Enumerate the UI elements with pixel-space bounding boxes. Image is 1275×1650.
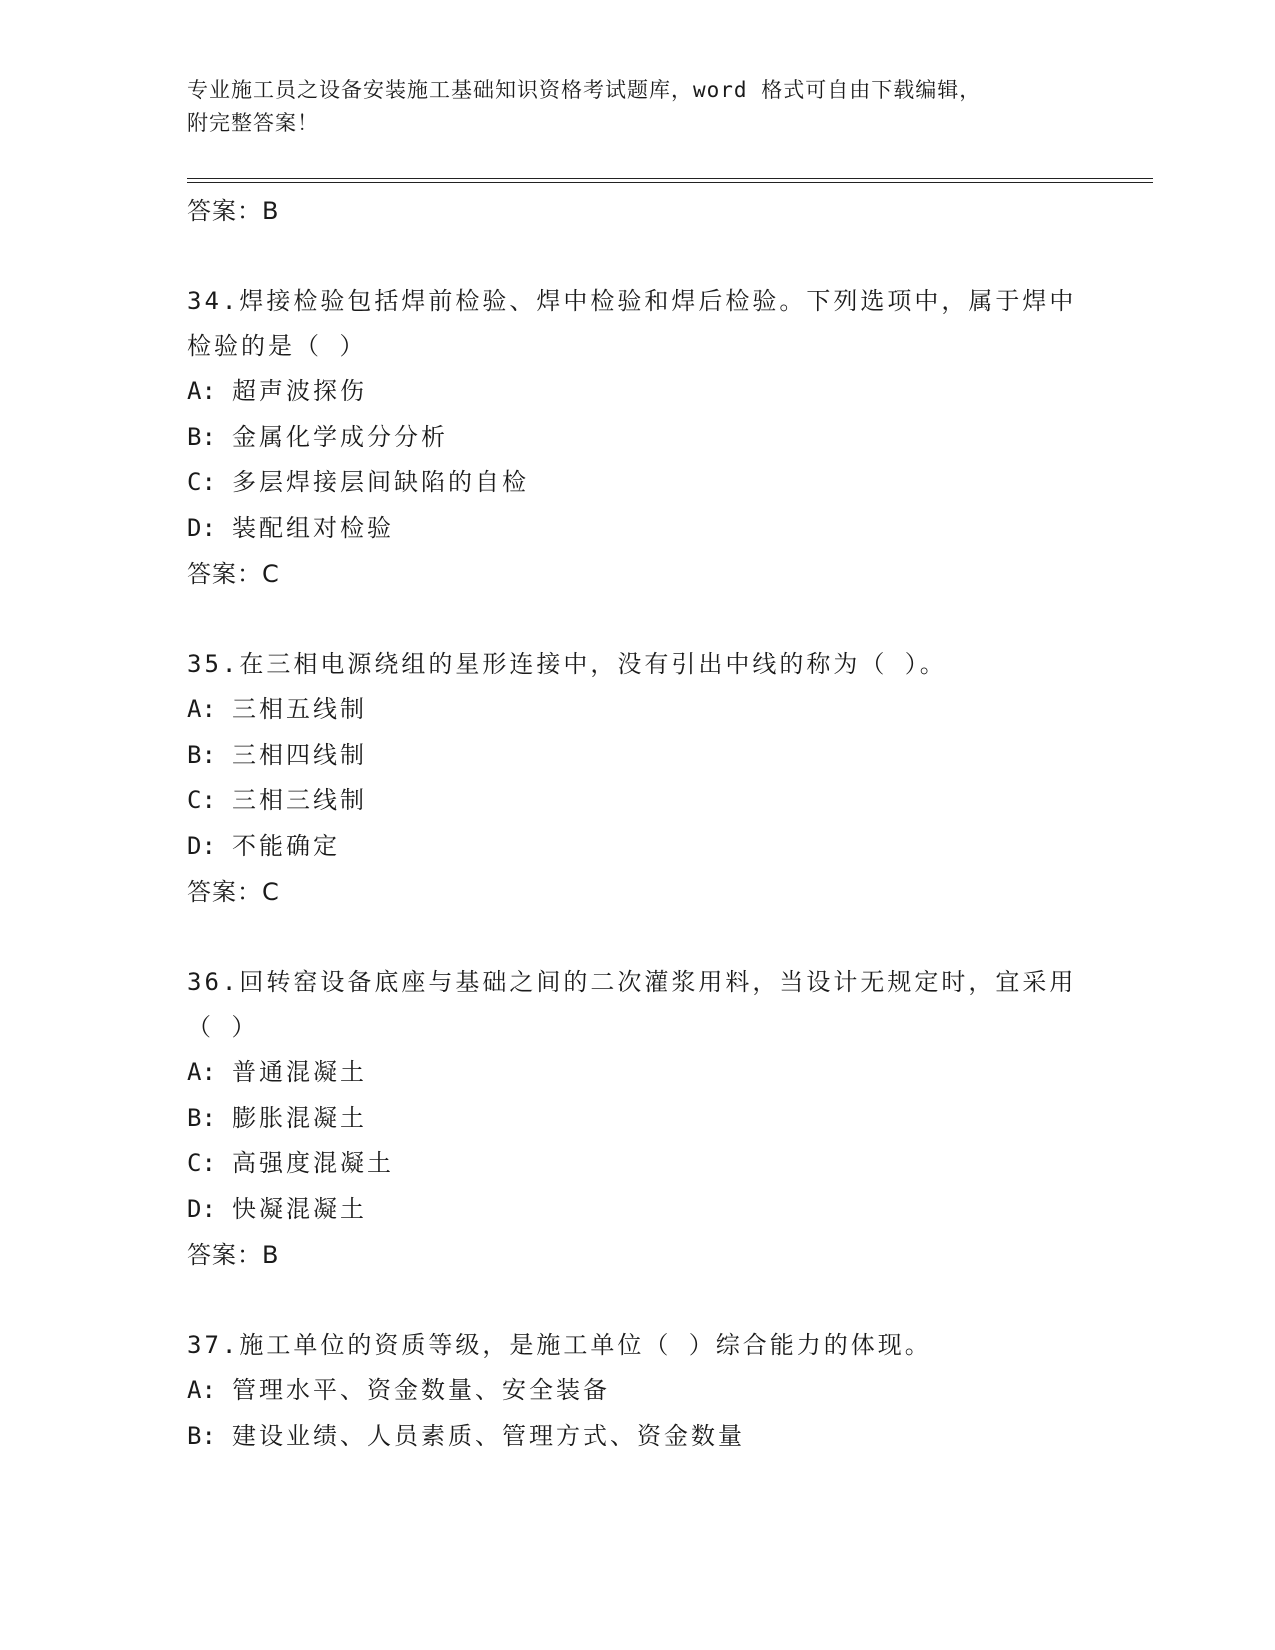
option-letter: D: [187,1194,216,1223]
question-35 [187,642,1087,915]
answer-line: 答案：B [187,197,280,225]
option-b [187,1096,1087,1142]
option-text: 三相五线制 [232,695,367,723]
option-letter: A: [187,377,216,405]
option-text: 高强度混凝土 [232,1149,394,1177]
document-body [187,188,1087,1459]
option-letter: B: [187,422,216,451]
option-text: 三相四线制 [232,740,367,769]
option-text: 金属化学成分分析 [232,422,448,451]
option-a [187,687,1087,733]
option-d [187,1187,1087,1233]
option-letter: A: [187,1058,216,1086]
option-text: 多层焊接层间缺陷的自检 [232,468,529,496]
option-text: 管理水平、资金数量、安全装备 [232,1376,610,1404]
answer-line: 答案：B [187,1241,280,1269]
answer-line: 答案：C [187,878,280,906]
option-a [187,369,1087,415]
option-text: 普通混凝土 [232,1058,367,1086]
option-text: 建设业绩、人员素质、管理方式、资金数量 [232,1421,745,1450]
option-a [187,1050,1087,1096]
option-letter: D: [187,513,216,542]
option-b [187,733,1087,779]
option-letter: B: [187,1103,216,1132]
option-letter: C: [187,468,216,496]
header-divider-top [187,178,1153,179]
option-text: 不能确定 [232,831,340,860]
option-d [187,506,1087,552]
option-b [187,1414,1087,1460]
option-a [187,1368,1087,1414]
option-c [187,778,1087,824]
question-stem: 36.回转窑设备底座与基础之间的二次灌浆用料，当设计无规定时，宜采用（ ） [187,968,1077,1041]
header-divider-bottom [187,182,1153,183]
option-text: 三相三线制 [232,786,367,814]
option-c [187,460,1087,506]
option-c [187,1141,1087,1187]
document-header [187,74,1067,140]
question-37 [187,1323,1087,1459]
option-b [187,415,1087,461]
option-text: 快凝混凝土 [232,1194,367,1223]
question-stem: 34.焊接检验包括焊前检验、焊中检验和焊后检验。下列选项中，属于焊中检验的是（ ） [187,287,1077,360]
option-text: 超声波探伤 [232,377,367,405]
option-letter: D: [187,831,216,860]
option-letter: C: [187,786,216,814]
answer-line: 答案：C [187,560,280,588]
header-line-1: 专业施工员之设备安装施工基础知识资格考试题库，word 格式可自由下载编辑， [187,78,982,102]
option-letter: B: [187,1421,216,1450]
option-text: 装配组对检验 [232,513,394,542]
question-stem: 35.在三相电源绕组的星形连接中，没有引出中线的称为（ ）。 [187,650,947,678]
option-text: 膨胀混凝土 [232,1103,367,1132]
option-letter: C: [187,1149,216,1177]
header-line-2: 附完整答案！ [187,111,319,135]
option-d [187,824,1087,870]
question-36 [187,960,1087,1278]
question-stem: 37.施工单位的资质等级，是施工单位（ ）综合能力的体现。 [187,1331,932,1359]
option-letter: B: [187,740,216,769]
option-letter: A: [187,695,216,723]
option-letter: A: [187,1376,216,1404]
question-34 [187,279,1087,597]
